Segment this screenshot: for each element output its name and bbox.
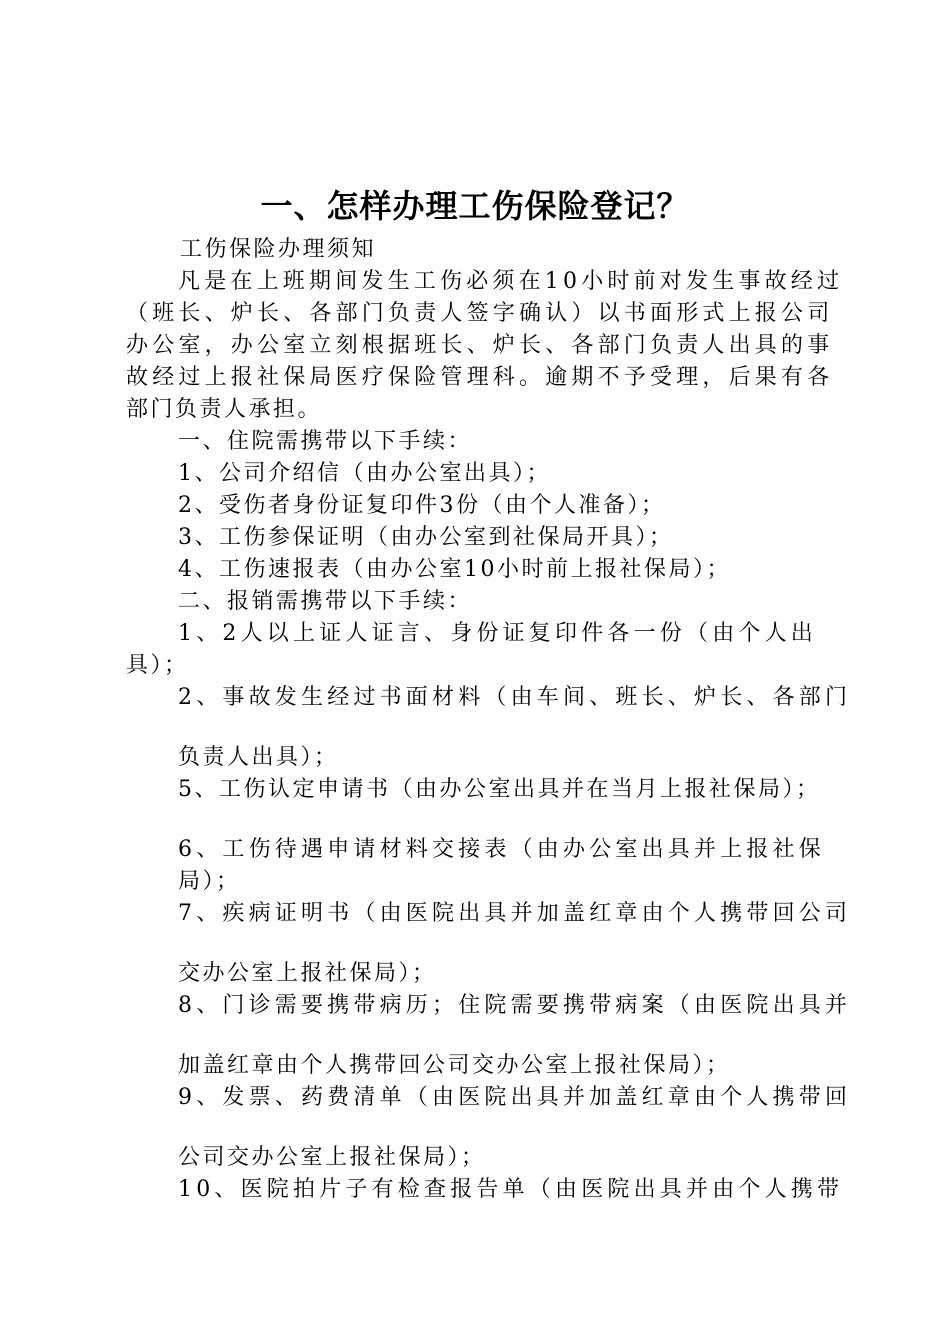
list-item: 4、工伤速报表（由办公室10小时前上报社保局）； xyxy=(178,557,731,582)
list-item: 10、医院拍片子有检查报告单（由医院出具并由个人携带 xyxy=(178,1177,844,1202)
list-item: 9、发票、药费清单（由医院出具并加盖红章由个人携带回 xyxy=(178,1085,852,1110)
list-item: 2、受伤者身份证复印件3份（由个人准备）； xyxy=(178,493,666,518)
paragraph-line: 办公室，办公室立刻根据班长、炉长、各部门负责人出具的事 xyxy=(126,333,834,358)
list-item: 6、工伤待遇申请材料交接表（由办公室出具并上报社保 xyxy=(178,837,825,862)
list-item-continuation: 局）； xyxy=(178,869,241,894)
list-item-continuation: 加盖红章由个人携带回公司交办公室上报社保局）； xyxy=(178,1053,731,1078)
document-title: 一、怎样办理工伤保险登记？ xyxy=(260,187,690,225)
list-item-continuation: 公司交办公室上报社保局）； xyxy=(178,1145,486,1170)
paragraph-line: 部门负责人承担。 xyxy=(126,397,323,422)
section-heading: 二、报销需携带以下手续： xyxy=(178,589,473,614)
list-item-continuation: 具）； xyxy=(126,653,189,678)
paragraph-line: 故经过上报社保局医疗保险管理科。逾期不予受理，后果有各 xyxy=(126,365,834,390)
subtitle-line: 工伤保险办理须知 xyxy=(180,237,377,262)
paragraph-line: 凡是在上班期间发生工伤必须在10小时前对发生事故经过 xyxy=(178,269,844,294)
list-item: 7、疾病证明书（由医院出具并加盖红章由个人携带回公司 xyxy=(178,901,852,926)
list-item: 1、2人以上证人证言、身份证复印件各一份（由个人出 xyxy=(178,621,817,646)
list-item-continuation: 负责人出具）； xyxy=(178,745,339,770)
section-heading: 一、住院需携带以下手续： xyxy=(178,429,473,454)
list-item: 5、工伤认定申请书（由办公室出具并在当月上报社保局）； xyxy=(178,777,821,802)
list-item: 1、公司介绍信（由办公室出具）； xyxy=(178,461,551,486)
list-item-continuation: 交办公室上报社保局）； xyxy=(178,961,437,986)
paragraph-line: （班长、炉长、各部门负责人签字确认）以书面形式上报公司 xyxy=(126,301,834,326)
list-item: 8、门诊需要携带病历；住院需要携带病案（由医院出具并 xyxy=(178,993,852,1018)
list-item: 3、工伤参保证明（由办公室到社保局开具）； xyxy=(178,525,674,550)
list-item: 2、事故发生经过书面材料（由车间、班长、炉长、各部门 xyxy=(178,685,852,710)
